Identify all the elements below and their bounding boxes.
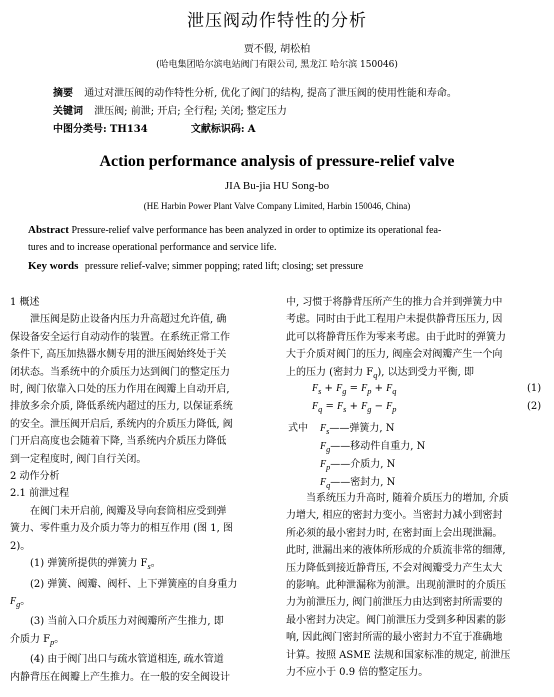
doc-code-value: A (247, 124, 256, 135)
paragraph-line: 计算。按照 ASME 法规和国家标准的规定, 前泄压 (286, 649, 511, 661)
paragraph-line: 当系统压力升高时, 随着介质压力的增加, 介质 (306, 493, 509, 504)
abstract-zh-label: 摘要 (53, 88, 73, 99)
keywords-zh-label: 关键词 (53, 106, 83, 117)
paragraph-line: 力为前泄压力, 阀门前泄压力由达到密封所需要的 (286, 597, 503, 609)
list-item: (3) 当前入口介质压力对阀瓣所产生推力, 即 (30, 616, 224, 628)
paragraph-line: 力增大, 相应的密封力变小。当密封力减小到密封 (286, 510, 503, 522)
paragraph-line: 中, 习惯于将静背压所产生的推力合并到弹簧力中 (286, 297, 503, 308)
title-zh: 泄压阀动作特性的分析 (187, 11, 367, 31)
paragraph-line: 的影响。此种泄漏称为前泄。出现前泄时的介质压 (286, 580, 506, 592)
paragraph-line: 内静背压在阀瓣上产生推力。在一般的安全阀设计 (10, 671, 230, 683)
list-item: (1) 弹簧所提供的弹簧力 $F_s$。 (30, 558, 161, 572)
paragraph-line: 泄压阀是防止设备内压力升高超过允许值, 确 (30, 314, 227, 326)
list-item-continued: 介质力 $F_p$。 (10, 633, 65, 647)
paragraph-line: 的安全。泄压阀开启后, 系统内的介质压力降低, 阀 (10, 418, 233, 430)
title-en: Action performance analysis of pressure-relief valve (99, 153, 455, 170)
paragraph-line: 在阀门未开启前, 阀瓣及导向套筒相应受到弹 (30, 505, 227, 517)
where-item: $F_p——$介质力, N (320, 459, 396, 472)
clc-value: TH134 (109, 124, 148, 135)
paragraph-line: 排放多余介质, 降低系统内超过的压力, 以保证系统 (10, 401, 233, 413)
equation-1: $F_s + F_g = F_p + F_q$ (312, 383, 397, 396)
paragraph-line: 到一定程度时, 阀门自行关闭。 (10, 453, 147, 465)
right-column (286, 294, 548, 384)
keywords-en-label: Key words (28, 260, 79, 272)
paragraph-line: 此时, 泄漏出来的液体所形成的介质流非常的细薄, (286, 545, 506, 557)
paragraph-line: 保设备安全运行自动动作的装置。在系统正常工作 (10, 331, 230, 343)
section-2-heading: 2 动作分析 (10, 471, 60, 483)
paragraph-line: 门开启高度也会随着下降, 当系统内介质压力降低 (10, 436, 227, 448)
paragraph-line: 2)。 (10, 540, 31, 552)
equation-2-number: (2) (527, 401, 542, 412)
abstract-zh-text: 通过对泄压阀的动作特性分析, 优化了阀门的结构, 提高了泄压阀的使用性能和寿命。 (84, 88, 457, 99)
where-item: $F_q——$密封力, N (320, 477, 396, 490)
paragraph-line: 压力降低到接近静背压, 不会对阀瓣受力产生太大 (286, 562, 503, 574)
list-item: (2) 弹簧、阀瓣、阀杆、上下弹簧座的自身重力 (30, 578, 238, 590)
section-1-heading: 1 概述 (10, 297, 40, 308)
keywords-en (28, 260, 363, 272)
keywords-zh (53, 102, 287, 117)
equation-1-number: (1) (527, 383, 542, 394)
where-item: $F_g——$移动件自重力, N (320, 441, 426, 454)
left-column (10, 294, 272, 686)
subsection-2-1-heading: 2.1 前泄过程 (10, 488, 70, 500)
paragraph-line: 考虑。同时由于此工程用户未提供静背压压力, 因 (286, 314, 503, 326)
doc-code-label: 文献标识码: (190, 124, 245, 135)
where-label: 式中 (288, 423, 308, 434)
clc-label: 中图分类号: (53, 124, 107, 135)
abstract-en-line1: Pressure-relief valve performance has been analyzed in order to optimize its operational fea- (71, 225, 442, 236)
abstract-en-line2: tures and to increase operational performance and service life. (28, 242, 277, 253)
keywords-zh-text: 泄压阀; 前泄; 开启; 全行程; 关闭; 整定压力 (94, 106, 287, 117)
list-item: (4) 由于阀门出口与疏水管道相连, 疏水管道 (30, 654, 224, 666)
keywords-en-text: pressure relief-valve; simmer popping; rated lift; closing; set pressure (84, 261, 364, 272)
where-item: $F_s——$弹簧力, N (320, 423, 395, 436)
paragraph-line: 时, 阀门依靠入口处的压力作用在阀瓣上自动开启, (10, 384, 230, 396)
affiliation-en: (HE Harbin Power Plant Valve Company Limited, Harbin 150046, China) (143, 201, 411, 211)
paragraph-line: 上的压力 (密封力 $F_q$), 以达到受力平衡, 即 (286, 366, 474, 380)
authors-en: JIA Bu-jia HU Song-bo (224, 180, 330, 192)
paragraph-line: 此可以将静背压作为零来考虑。由于此时的弹簧力 (286, 331, 506, 343)
paragraph-line: 条件下, 高压加热器水侧专用的泄压阀始终处于关 (10, 349, 227, 361)
paragraph-line: 闭状态。当系统中的介质压力达到阀门的整定压力 (10, 366, 230, 378)
right-column-bottom (286, 490, 548, 681)
abstract-zh (53, 84, 457, 99)
paragraph-line: 响, 因此阀门密封所需的最小密封力不宜于准确地 (286, 632, 503, 644)
equation-2: $F_q = F_s + F_g - F_p$ (312, 401, 397, 414)
classification (53, 120, 256, 135)
affiliation-zh: (哈电集团哈尔滨电站阀门有限公司, 黑龙江 哈尔滨 150046) (156, 60, 398, 70)
paragraph-line: 大于介质对阀门的压力, 阀座会对阀瓣产生一个向 (286, 349, 503, 361)
list-item-continued: $F_g$。 (10, 595, 31, 609)
paragraph-line: 所必须的最小密封力时, 在密封面上会出现泄漏。 (286, 527, 503, 539)
paragraph-line: 力不应小于 0.9 倍的整定压力。 (286, 667, 429, 679)
authors-zh: 贾不假, 胡松柏 (243, 44, 311, 55)
abstract-en-label: Abstract (28, 224, 69, 236)
paragraph-line: 最小密封力决定。阀门前泄压力受到多种因素的影 (286, 614, 506, 626)
paragraph-line: 簧力、零件重力及介质力等力的相互作用 (图 1, 图 (10, 523, 233, 535)
abstract-en (28, 224, 441, 236)
